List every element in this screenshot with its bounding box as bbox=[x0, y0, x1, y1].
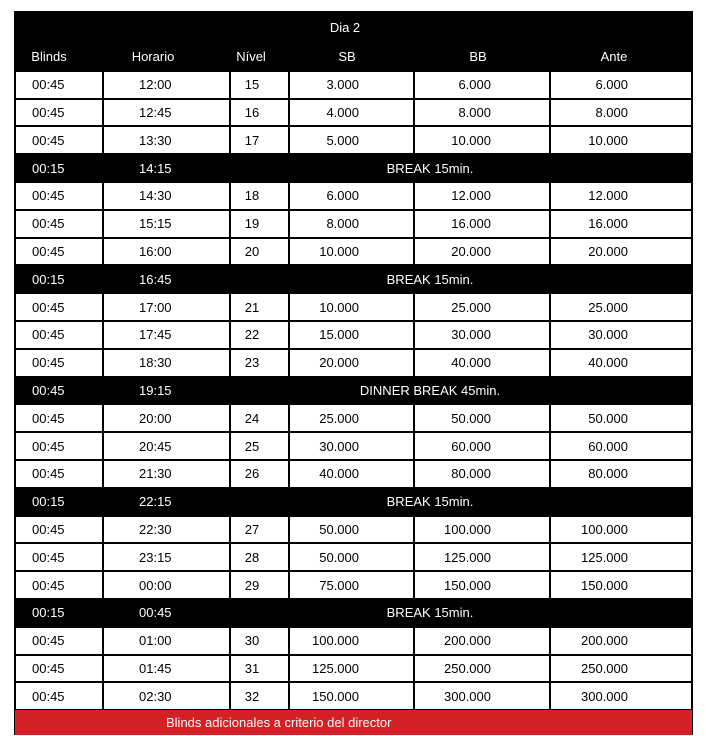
column-header-nivel: Nível bbox=[230, 43, 289, 71]
level-cell: 17 bbox=[230, 126, 289, 154]
time-cell: 23:15 bbox=[103, 543, 230, 571]
break-row bbox=[15, 154, 692, 182]
level-row bbox=[15, 349, 692, 377]
footer-note: Blinds adicionales a criterio del director bbox=[15, 710, 692, 735]
blinds-cell: 00:45 bbox=[15, 404, 103, 432]
bb-cell: 6.000 bbox=[414, 71, 550, 99]
blinds-cell: 00:15 bbox=[15, 488, 103, 516]
time-cell: 00:45 bbox=[103, 599, 230, 627]
level-row bbox=[15, 460, 692, 488]
level-cell: 21 bbox=[230, 293, 289, 321]
time-cell: 14:15 bbox=[103, 154, 230, 182]
break-row bbox=[15, 488, 692, 516]
bb-cell: 125.000 bbox=[414, 543, 550, 571]
blinds-cell: 00:45 bbox=[15, 432, 103, 460]
level-cell: 15 bbox=[230, 71, 289, 99]
level-row bbox=[15, 293, 692, 321]
bb-cell: 200.000 bbox=[414, 627, 550, 655]
blinds-structure-table bbox=[14, 11, 693, 735]
ante-cell: 60.000 bbox=[550, 432, 692, 460]
blinds-cell: 00:45 bbox=[15, 682, 103, 710]
level-row bbox=[15, 627, 692, 655]
time-cell: 01:00 bbox=[103, 627, 230, 655]
level-cell: 29 bbox=[230, 571, 289, 599]
bb-cell: 25.000 bbox=[414, 293, 550, 321]
bb-cell: 12.000 bbox=[414, 182, 550, 210]
sb-cell: 40.000 bbox=[289, 460, 414, 488]
break-row bbox=[15, 599, 692, 627]
level-row bbox=[15, 432, 692, 460]
sb-cell: 10.000 bbox=[289, 293, 414, 321]
bb-cell: 50.000 bbox=[414, 404, 550, 432]
ante-cell: 30.000 bbox=[550, 321, 692, 349]
bb-cell: 16.000 bbox=[414, 210, 550, 238]
blinds-cell: 00:45 bbox=[15, 71, 103, 99]
column-header-blinds: Blinds bbox=[15, 43, 103, 71]
level-cell: 16 bbox=[230, 99, 289, 127]
blinds-cell: 00:15 bbox=[15, 599, 103, 627]
blinds-cell: 00:45 bbox=[15, 655, 103, 683]
level-row bbox=[15, 238, 692, 266]
bb-cell: 20.000 bbox=[414, 238, 550, 266]
blinds-cell: 00:45 bbox=[15, 293, 103, 321]
ante-cell: 80.000 bbox=[550, 460, 692, 488]
time-cell: 12:45 bbox=[103, 99, 230, 127]
time-cell: 21:30 bbox=[103, 460, 230, 488]
time-cell: 20:45 bbox=[103, 432, 230, 460]
bb-cell: 80.000 bbox=[414, 460, 550, 488]
ante-cell: 8.000 bbox=[550, 99, 692, 127]
ante-cell: 20.000 bbox=[550, 238, 692, 266]
time-cell: 01:45 bbox=[103, 655, 230, 683]
blinds-cell: 00:15 bbox=[15, 154, 103, 182]
level-row bbox=[15, 71, 692, 99]
sb-cell: 8.000 bbox=[289, 210, 414, 238]
time-cell: 18:30 bbox=[103, 349, 230, 377]
time-cell: 22:30 bbox=[103, 516, 230, 544]
ante-cell: 12.000 bbox=[550, 182, 692, 210]
sb-cell: 10.000 bbox=[289, 238, 414, 266]
sb-cell: 3.000 bbox=[289, 71, 414, 99]
ante-cell: 6.000 bbox=[550, 71, 692, 99]
sb-cell: 5.000 bbox=[289, 126, 414, 154]
blinds-cell: 00:45 bbox=[15, 238, 103, 266]
break-label: BREAK 15min. bbox=[230, 265, 692, 293]
level-row bbox=[15, 516, 692, 544]
time-cell: 15:15 bbox=[103, 210, 230, 238]
time-cell: 12:00 bbox=[103, 71, 230, 99]
break-label: BREAK 15min. bbox=[230, 599, 692, 627]
time-cell: 14:30 bbox=[103, 182, 230, 210]
time-cell: 02:30 bbox=[103, 682, 230, 710]
sb-cell: 15.000 bbox=[289, 321, 414, 349]
level-row bbox=[15, 182, 692, 210]
blinds-cell: 00:45 bbox=[15, 377, 103, 405]
sb-cell: 150.000 bbox=[289, 682, 414, 710]
break-row bbox=[15, 265, 692, 293]
level-cell: 26 bbox=[230, 460, 289, 488]
column-header-horario: Horario bbox=[103, 43, 230, 71]
bb-cell: 100.000 bbox=[414, 516, 550, 544]
bb-cell: 8.000 bbox=[414, 99, 550, 127]
level-row bbox=[15, 99, 692, 127]
ante-cell: 200.000 bbox=[550, 627, 692, 655]
level-row bbox=[15, 682, 692, 710]
level-cell: 23 bbox=[230, 349, 289, 377]
ante-cell: 150.000 bbox=[550, 571, 692, 599]
level-row bbox=[15, 571, 692, 599]
sb-cell: 75.000 bbox=[289, 571, 414, 599]
break-label: BREAK 15min. bbox=[230, 154, 692, 182]
column-header-sb: SB bbox=[289, 43, 414, 71]
ante-cell: 40.000 bbox=[550, 349, 692, 377]
blinds-cell: 00:45 bbox=[15, 571, 103, 599]
level-row bbox=[15, 404, 692, 432]
level-cell: 32 bbox=[230, 682, 289, 710]
column-header-bb: BB bbox=[414, 43, 550, 71]
ante-cell: 10.000 bbox=[550, 126, 692, 154]
column-header-ante: Ante bbox=[550, 43, 692, 71]
ante-cell: 25.000 bbox=[550, 293, 692, 321]
level-cell: 28 bbox=[230, 543, 289, 571]
blinds-cell: 00:15 bbox=[15, 265, 103, 293]
ante-cell: 125.000 bbox=[550, 543, 692, 571]
column-header-row bbox=[15, 43, 692, 71]
level-cell: 24 bbox=[230, 404, 289, 432]
time-cell: 19:15 bbox=[103, 377, 230, 405]
break-label: BREAK 15min. bbox=[230, 488, 692, 516]
blinds-cell: 00:45 bbox=[15, 516, 103, 544]
blinds-cell: 00:45 bbox=[15, 543, 103, 571]
ante-cell: 250.000 bbox=[550, 655, 692, 683]
blinds-cell: 00:45 bbox=[15, 321, 103, 349]
blinds-cell: 00:45 bbox=[15, 627, 103, 655]
ante-cell: 16.000 bbox=[550, 210, 692, 238]
ante-cell: 100.000 bbox=[550, 516, 692, 544]
level-cell: 30 bbox=[230, 627, 289, 655]
ante-cell: 300.000 bbox=[550, 682, 692, 710]
sb-cell: 6.000 bbox=[289, 182, 414, 210]
time-cell: 16:45 bbox=[103, 265, 230, 293]
level-cell: 18 bbox=[230, 182, 289, 210]
bb-cell: 40.000 bbox=[414, 349, 550, 377]
level-row bbox=[15, 655, 692, 683]
level-cell: 20 bbox=[230, 238, 289, 266]
level-row bbox=[15, 126, 692, 154]
time-cell: 00:00 bbox=[103, 571, 230, 599]
time-cell: 16:00 bbox=[103, 238, 230, 266]
ante-cell: 50.000 bbox=[550, 404, 692, 432]
sb-cell: 50.000 bbox=[289, 543, 414, 571]
blinds-cell: 00:45 bbox=[15, 210, 103, 238]
time-cell: 20:00 bbox=[103, 404, 230, 432]
level-row bbox=[15, 543, 692, 571]
bb-cell: 30.000 bbox=[414, 321, 550, 349]
table-title: Dia 2 bbox=[15, 11, 692, 43]
bb-cell: 60.000 bbox=[414, 432, 550, 460]
level-cell: 31 bbox=[230, 655, 289, 683]
level-row bbox=[15, 321, 692, 349]
dinner-break-row bbox=[15, 377, 692, 405]
blinds-cell: 00:45 bbox=[15, 99, 103, 127]
time-cell: 22:15 bbox=[103, 488, 230, 516]
blinds-cell: 00:45 bbox=[15, 182, 103, 210]
blinds-cell: 00:45 bbox=[15, 349, 103, 377]
time-cell: 17:00 bbox=[103, 293, 230, 321]
sb-cell: 30.000 bbox=[289, 432, 414, 460]
level-cell: 27 bbox=[230, 516, 289, 544]
bb-cell: 250.000 bbox=[414, 655, 550, 683]
time-cell: 13:30 bbox=[103, 126, 230, 154]
bb-cell: 150.000 bbox=[414, 571, 550, 599]
break-label: DINNER BREAK 45min. bbox=[230, 377, 692, 405]
level-cell: 25 bbox=[230, 432, 289, 460]
level-row bbox=[15, 210, 692, 238]
sb-cell: 50.000 bbox=[289, 516, 414, 544]
blinds-cell: 00:45 bbox=[15, 126, 103, 154]
sb-cell: 25.000 bbox=[289, 404, 414, 432]
blinds-cell: 00:45 bbox=[15, 460, 103, 488]
level-cell: 22 bbox=[230, 321, 289, 349]
level-cell: 19 bbox=[230, 210, 289, 238]
sb-cell: 100.000 bbox=[289, 627, 414, 655]
bb-cell: 10.000 bbox=[414, 126, 550, 154]
sb-cell: 20.000 bbox=[289, 349, 414, 377]
sb-cell: 125.000 bbox=[289, 655, 414, 683]
bb-cell: 300.000 bbox=[414, 682, 550, 710]
sb-cell: 4.000 bbox=[289, 99, 414, 127]
time-cell: 17:45 bbox=[103, 321, 230, 349]
